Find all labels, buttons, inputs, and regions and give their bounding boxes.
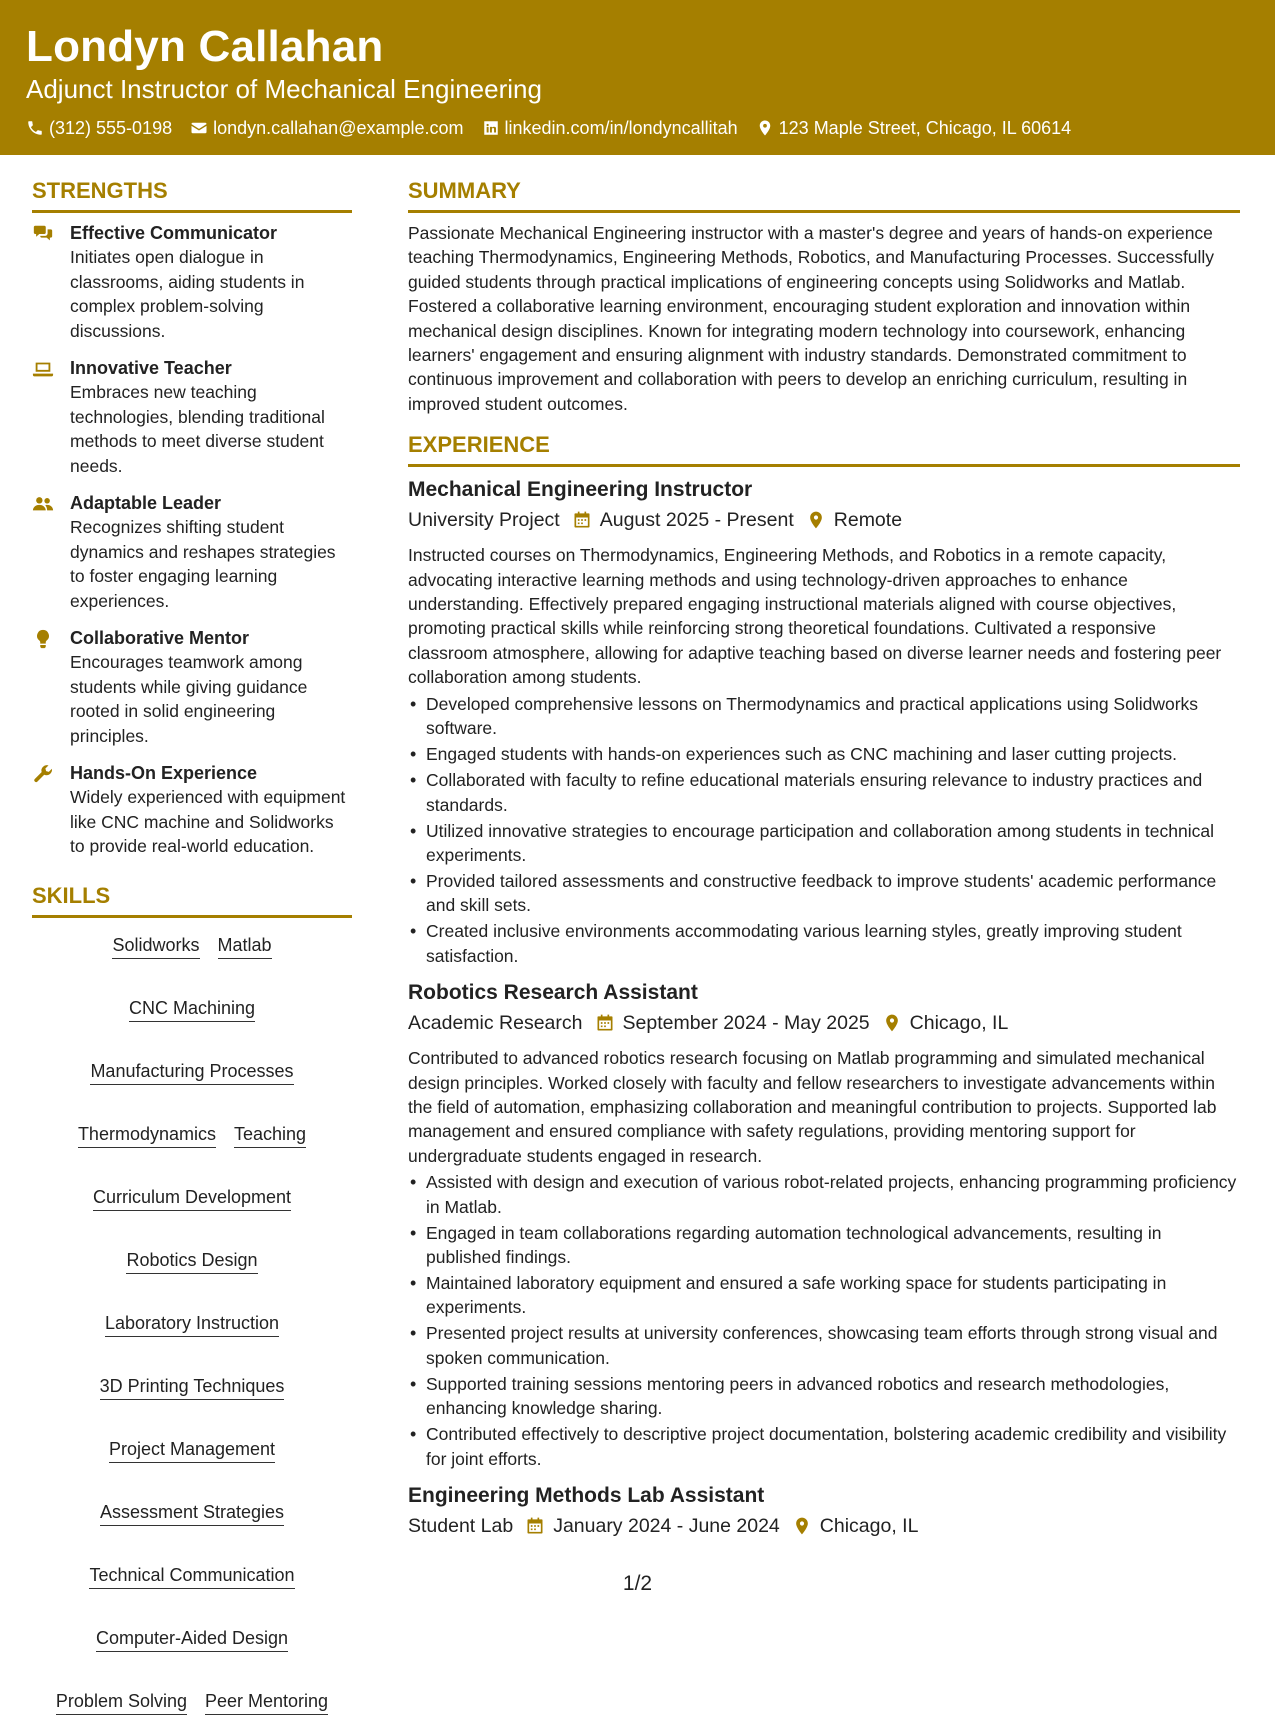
contact-phone[interactable] (26, 116, 172, 140)
skill-tag: Matlab (218, 934, 272, 959)
strength-title: Hands-On Experience (70, 763, 258, 783)
comments-icon (32, 221, 56, 245)
address-text: 123 Maple Street, Chicago, IL 60614 (778, 118, 1072, 138)
laptop-icon (32, 356, 56, 380)
strength-desc: Recognizes shifting student dynamics and reshapes strategies to foster engaging learning experiences. (70, 517, 336, 611)
strength-desc: Widely experienced with equipment like CNC machine and Solidworks to provide real-world education. (70, 787, 346, 856)
job-org: University Project (408, 509, 560, 532)
bullet-item: • Assisted with design and execution of various robot-related projects, enhancing programming proficiency in Matlab. (408, 1170, 1240, 1219)
contact-linkedin[interactable] (482, 116, 738, 140)
strengths-heading: STRENGTHS (32, 176, 352, 213)
job-entry (408, 475, 1240, 968)
summary-heading: SUMMARY (408, 176, 1240, 213)
bullet-item: • Contributed effectively to descriptive project documentation, bolstering academic credibility and visibility for joint efforts. (408, 1422, 1240, 1471)
job-dates: January 2024 - June 2024 (553, 1515, 780, 1537)
skill-tag: Curriculum Development (93, 1186, 291, 1211)
linkedin-icon (482, 119, 500, 137)
job-dates: August 2025 - Present (599, 509, 794, 532)
job-title: Engineering Methods Lab Assistant (408, 1484, 765, 1507)
skill-tag: Robotics Design (126, 1249, 257, 1274)
bullet-item: • Created inclusive environments accommodating various learning styles, greatly improving student satisfaction. (408, 919, 1240, 968)
skill-tag: Manufacturing Processes (90, 1060, 293, 1085)
map-marker-icon (792, 1516, 812, 1536)
page-number: 1/2 (622, 1572, 653, 1595)
strength-desc: Initiates open dialogue in classrooms, aiding students in complex problem-solving discussions. (70, 247, 305, 341)
job-meta (408, 1511, 1240, 1541)
skills-list (32, 926, 352, 1715)
strength-item (32, 356, 352, 478)
skill-tag: Solidworks (112, 934, 199, 959)
bullet-item: • Presented project results at university conferences, showcasing team efforts through strong visual and spoken communication. (408, 1321, 1240, 1370)
calendar-icon (572, 510, 592, 530)
skill-tag: Assessment Strategies (100, 1501, 284, 1526)
job-location: Chicago, IL (909, 1012, 1009, 1035)
job-org: Student Lab (408, 1515, 514, 1537)
skill-tag: Problem Solving (56, 1690, 187, 1715)
strength-item (32, 221, 352, 343)
skill-tag: Project Management (109, 1438, 275, 1463)
job-meta (408, 505, 1240, 535)
skill-tag: Thermodynamics (78, 1123, 216, 1148)
contact-email[interactable] (190, 116, 463, 140)
skill-tag: Computer-Aided Design (96, 1627, 288, 1652)
bullet-item: • Utilized innovative strategies to encourage participation and collaboration among students in technical experiments. (408, 819, 1240, 868)
skill-tag: Teaching (234, 1123, 306, 1148)
skills-heading: SKILLS (32, 881, 352, 918)
wrench-icon (32, 761, 56, 785)
strength-desc: Encourages teamwork among students while giving guidance rooted in solid engineering principles. (70, 652, 308, 746)
bullet-item: • Developed comprehensive lessons on Thermodynamics and practical applications using Solidworks software. (408, 692, 1240, 741)
strength-title: Adaptable Leader (70, 493, 222, 513)
contact-bar (26, 116, 1249, 140)
job-description: Contributed to advanced robotics research focusing on Matlab programming and simulated mechanical design principles. Worked closely with faculty and fellow researchers to investigate advancements within the field of automation, emphasizing collaboration and meaningful contribution to projects. Supported lab management and ensured compliance with safety regulations, providing mentoring support for undergraduate students engaged in research. (408, 1048, 1217, 1166)
job-description: Instructed courses on Thermodynamics, Engineering Methods, and Robotics in a remote capacity, advocating interactive learning methods and using technology-driven approaches to enhance understanding. Effectively prepared engaging instructional materials aligned with course objectives, promoting practical skills while reinforcing strong theoretical foundations. Cultivated a responsive classroom atmosphere, allowing for adaptive teaching based on diverse learner needs and fostering peer collaboration among students. (408, 545, 1222, 688)
strength-item (32, 761, 352, 859)
strength-title: Collaborative Mentor (70, 628, 250, 648)
contact-address (756, 116, 1072, 140)
phone-icon (26, 119, 44, 137)
left-column (32, 176, 352, 1715)
resume-header (0, 0, 1275, 155)
skill-tag: Technical Communication (89, 1564, 294, 1589)
job-entry (408, 1481, 1240, 1541)
skill-tag: CNC Machining (129, 997, 255, 1022)
strength-item (32, 626, 352, 748)
strength-item (32, 491, 352, 613)
candidate-title: Adjunct Instructor of Mechanical Engineering (26, 74, 542, 104)
job-title: Mechanical Engineering Instructor (408, 478, 753, 502)
job-location: Remote (833, 509, 903, 532)
job-title: Robotics Research Assistant (408, 981, 698, 1005)
strength-title: Innovative Teacher (70, 358, 232, 378)
bullet-item: • Supported training sessions mentoring peers in advanced robotics and research methodologies, enhancing knowledge sharing. (408, 1372, 1240, 1421)
bullet-item: • Engaged students with hands-on experiences such as CNC machining and laser cutting projects. (408, 742, 1240, 766)
phone-text: (312) 555-0198 (49, 118, 173, 138)
strength-title: Effective Communicator (70, 223, 278, 243)
right-column (408, 176, 1240, 1551)
linkedin-text: linkedin.com/in/londyncallitah (504, 118, 738, 138)
job-location: Chicago, IL (819, 1515, 919, 1537)
job-org: Academic Research (408, 1012, 583, 1035)
job-bullets (408, 1170, 1240, 1471)
summary-text: Passionate Mechanical Engineering instructor with a master's degree and years of hands-on experience teaching Thermodynamics, Engineering Methods, Robotics, and Manufacturing Processes. Successfully guided students through practical implications of engineering concepts using Solidworks and Matlab. Fostered a collaborative learning environment, encouraging student exploration and innovation within mechanical design disciplines. Known for integrating modern technology into coursework, enhancing learners' engagement and ensuring alignment with industry standards. Demonstrated commitment to continuous improvement and collaboration with peers to develop an enriching curriculum, resulting in improved student outcomes. (408, 223, 1215, 414)
map-marker-icon (806, 510, 826, 530)
job-meta (408, 1008, 1240, 1038)
lightbulb-icon (32, 626, 56, 650)
envelope-icon (190, 119, 208, 137)
skill-tag: Peer Mentoring (205, 1690, 328, 1715)
strength-desc: Embraces new teaching technologies, blending traditional methods to meet diverse student needs. (70, 382, 325, 476)
bullet-item: • Collaborated with faculty to refine educational materials ensuring relevance to industry practices and standards. (408, 768, 1240, 817)
job-entry (408, 978, 1240, 1471)
map-marker-icon (882, 1013, 902, 1033)
users-icon (32, 491, 56, 515)
calendar-icon (525, 1516, 545, 1536)
skill-tag: Laboratory Instruction (105, 1312, 279, 1337)
skill-tag: 3D Printing Techniques (100, 1375, 285, 1400)
calendar-icon (595, 1013, 615, 1033)
experience-heading: EXPERIENCE (408, 430, 1240, 467)
bullet-item: • Maintained laboratory equipment and ensured a safe working space for students participating in experiments. (408, 1271, 1240, 1320)
job-bullets (408, 692, 1240, 968)
candidate-name: Londyn Callahan (26, 22, 384, 71)
job-dates: September 2024 - May 2025 (622, 1012, 870, 1035)
bullet-item: • Provided tailored assessments and constructive feedback to improve students' academic performance and skill sets. (408, 869, 1240, 918)
bullet-item: • Engaged in team collaborations regarding automation technological advancements, resulting in published findings. (408, 1221, 1240, 1270)
map-marker-icon (756, 119, 774, 137)
email-text: londyn.callahan@example.com (213, 118, 464, 138)
